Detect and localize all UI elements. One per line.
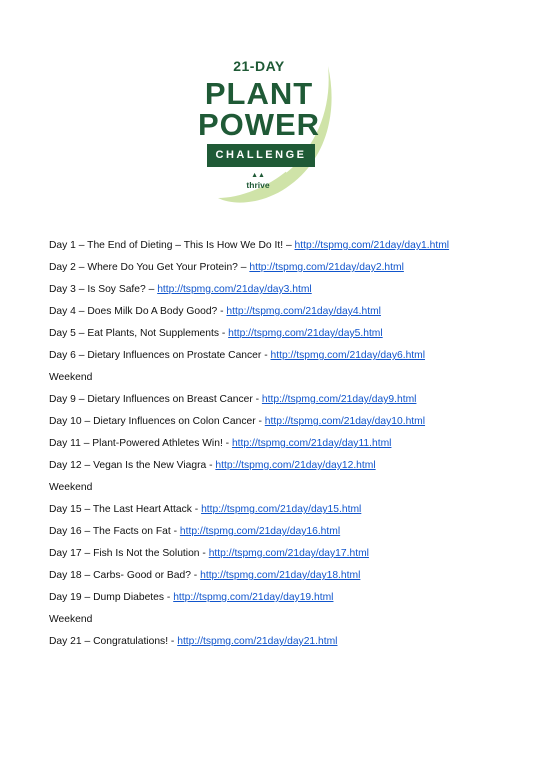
thrive-wordmark: thrive bbox=[246, 180, 270, 190]
day-link[interactable]: http://tspmg.com/21day/day5.html bbox=[228, 328, 383, 339]
day-entry bbox=[49, 635, 449, 657]
day-link[interactable]: http://tspmg.com/21day/day3.html bbox=[157, 284, 312, 295]
day-entry bbox=[49, 393, 449, 415]
weekend-label bbox=[49, 613, 449, 635]
day-entry-text: Day 19 – Dump Diabetes - bbox=[49, 592, 174, 603]
challenge-logo bbox=[190, 48, 340, 213]
day-link[interactable]: http://tspmg.com/21day/day17.html bbox=[208, 548, 369, 559]
day-entry bbox=[49, 283, 449, 305]
day-entry-text: Day 1 – The End of Dieting – This Is How We Do It! – bbox=[49, 240, 295, 251]
day-link[interactable]: http://tspmg.com/21day/day6.html bbox=[270, 350, 426, 361]
day-entry bbox=[49, 239, 449, 261]
day-entry-text: Day 6 – Dietary Influences on Prostate Cancer - bbox=[49, 350, 271, 361]
day-entry-text: Weekend bbox=[49, 372, 93, 383]
day-entry bbox=[49, 415, 449, 437]
day-link[interactable]: http://tspmg.com/21day/day2.html bbox=[249, 262, 404, 273]
day-entry-text: Day 18 – Carbs- Good or Bad? - bbox=[49, 570, 201, 581]
day-entry-text: Day 17 – Fish Is Not the Solution - bbox=[49, 548, 209, 559]
day-entry bbox=[49, 305, 449, 327]
day-entry-text: Day 15 – The Last Heart Attack - bbox=[49, 504, 202, 515]
day-entry-text: Day 16 – The Facts on Fat - bbox=[49, 526, 180, 537]
day-link[interactable]: http://tspmg.com/21day/day11.html bbox=[231, 438, 392, 449]
logo-title-line-1: PLANT bbox=[204, 76, 314, 111]
logo-challenge-band: CHALLENGE bbox=[207, 144, 315, 167]
day-link[interactable]: http://tspmg.com/21day/day16.html bbox=[179, 526, 341, 537]
day-entry-text: Weekend bbox=[49, 614, 93, 625]
day-entry bbox=[49, 349, 449, 371]
day-entry-text: Day 11 – Plant-Powered Athletes Win! - bbox=[49, 438, 232, 449]
day-entry-text: Day 10 – Dietary Influences on Colon Cancer - bbox=[49, 416, 265, 427]
day-entry-text: Day 4 – Does Milk Do A Body Good? - bbox=[49, 306, 227, 317]
day-link[interactable]: http://tspmg.com/21day/day15.html bbox=[201, 504, 362, 515]
day-entry bbox=[49, 261, 449, 283]
day-link[interactable]: http://tspmg.com/21day/day19.html bbox=[173, 592, 334, 603]
thrive-mark-icon: ▲▲ bbox=[251, 172, 265, 179]
thrive-brand-mark bbox=[238, 172, 278, 190]
day-entry bbox=[49, 503, 449, 525]
day-entry-text: Day 12 – Vegan Is the New Viagra - bbox=[49, 460, 216, 471]
weekend-label bbox=[49, 481, 449, 503]
day-entry bbox=[49, 547, 449, 569]
day-entry-text: Weekend bbox=[49, 482, 93, 493]
day-entry bbox=[49, 525, 449, 547]
day-entry-text: Day 2 – Where Do You Get Your Protein? – bbox=[49, 262, 250, 273]
day-link[interactable]: http://tspmg.com/21day/day10.html bbox=[264, 416, 426, 427]
day-list bbox=[49, 239, 449, 657]
logo-title-line-2: POWER bbox=[197, 107, 321, 142]
day-entry bbox=[49, 459, 449, 481]
weekend-label bbox=[49, 371, 449, 393]
day-entry-text: Day 9 – Dietary Influences on Breast Cancer - bbox=[49, 394, 262, 405]
day-link[interactable]: http://tspmg.com/21day/day18.html bbox=[200, 570, 361, 581]
day-link[interactable]: http://tspmg.com/21day/day12.html bbox=[215, 460, 376, 471]
day-entry bbox=[49, 437, 449, 459]
day-entry-text: Day 21 – Congratulations! - bbox=[49, 636, 178, 647]
day-entry-text: Day 5 – Eat Plants, Not Supplements - bbox=[49, 328, 229, 339]
day-link[interactable]: http://tspmg.com/21day/day9.html bbox=[261, 394, 417, 405]
day-link[interactable]: http://tspmg.com/21day/day4.html bbox=[226, 306, 381, 317]
day-entry-text: Day 3 – Is Soy Safe? – bbox=[49, 284, 158, 295]
day-entry bbox=[49, 591, 449, 613]
day-link[interactable]: http://tspmg.com/21day/day21.html bbox=[177, 636, 338, 647]
day-link[interactable]: http://tspmg.com/21day/day1.html bbox=[294, 240, 450, 251]
day-entry bbox=[49, 569, 449, 591]
logo-duration-label: 21-DAY bbox=[233, 58, 285, 74]
day-entry bbox=[49, 327, 449, 349]
